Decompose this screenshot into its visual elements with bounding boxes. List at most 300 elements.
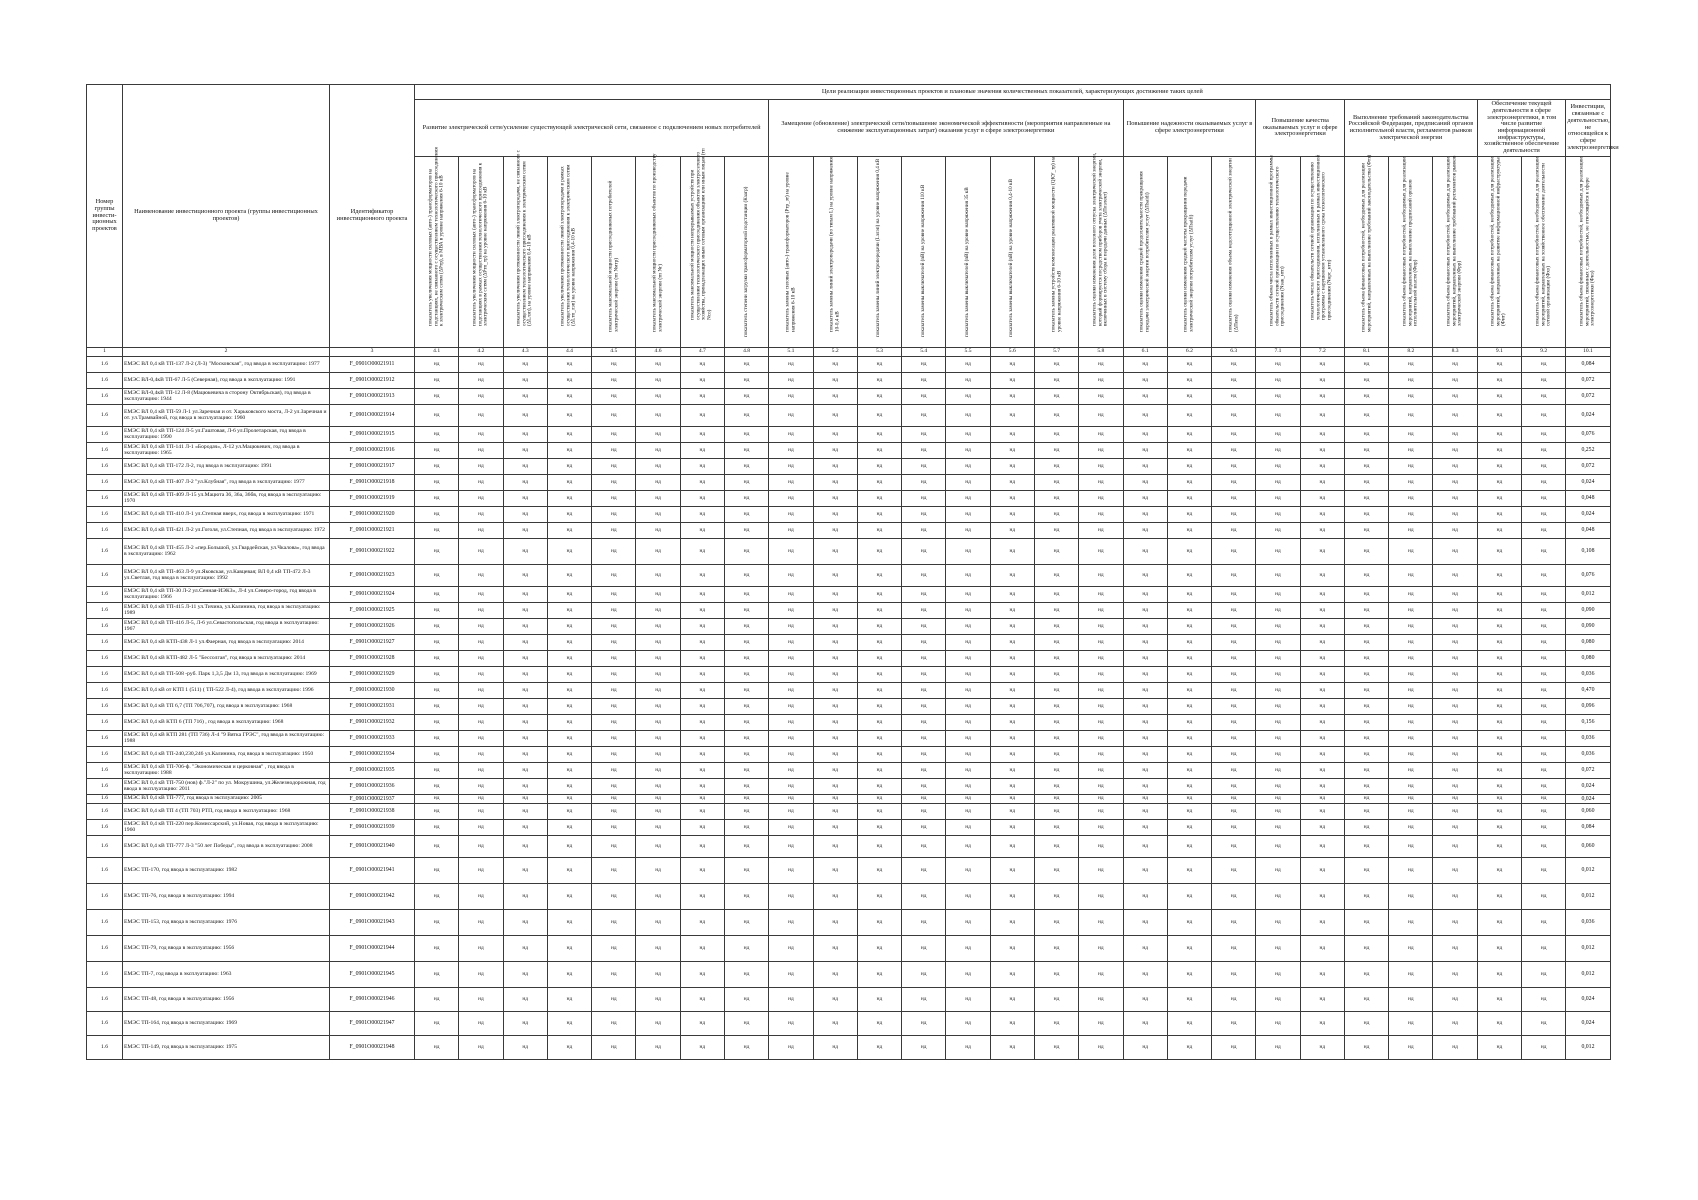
indicator-na-cell: нд — [1034, 475, 1078, 491]
indicator-na-cell: нд — [1212, 962, 1256, 988]
indicator-na-cell: нд — [1212, 539, 1256, 565]
indicator-na-cell: нд — [636, 1036, 680, 1060]
indicator-na-cell: нд — [1256, 475, 1300, 491]
header-indicator-text: показатель степени загрузки трансформаторной подстанции (Кзагр) — [742, 186, 749, 338]
indicator-na-cell: нд — [592, 795, 636, 804]
project-id-cell: F_0901О00021916 — [330, 443, 415, 459]
indicator-na-cell: нд — [1256, 443, 1300, 459]
indicator-value-cell: 0,024 — [1566, 405, 1610, 427]
project-id-cell: F_0901О00021931 — [330, 699, 415, 715]
indicator-na-cell: нд — [1079, 804, 1123, 820]
indicator-na-cell: нд — [503, 962, 547, 988]
indicator-na-cell: нд — [1344, 962, 1388, 988]
indicator-na-cell: нд — [1212, 389, 1256, 405]
indicator-na-cell: нд — [1300, 1012, 1344, 1036]
indicator-na-cell: нд — [680, 635, 724, 651]
indicator-na-cell: нд — [1167, 405, 1211, 427]
header-indicator-text: показатель максимальной мощности присоединяемых объектов по производству электрической энергии (тп Nг) — [651, 153, 664, 332]
indicator-na-cell: нд — [1522, 763, 1566, 779]
indicator-na-cell: нд — [946, 747, 990, 763]
indicator-na-cell: нд — [1123, 427, 1167, 443]
indicator-na-cell: нд — [415, 988, 459, 1012]
indicator-na-cell: нд — [990, 699, 1034, 715]
indicator-na-cell: нд — [813, 667, 857, 683]
indicator-value-cell: 0,048 — [1566, 491, 1610, 507]
project-id-cell: F_0901О00021944 — [330, 936, 415, 962]
indicator-na-cell: нд — [547, 779, 591, 795]
indicator-na-cell: нд — [1300, 635, 1344, 651]
indicator-na-cell: нд — [1167, 910, 1211, 936]
indicator-na-cell: нд — [946, 988, 990, 1012]
indicator-na-cell: нд — [813, 683, 857, 699]
indicator-na-cell: нд — [813, 858, 857, 884]
indicator-na-cell: нд — [1256, 1012, 1300, 1036]
group-number-cell: 1.6 — [87, 962, 123, 988]
header-indicator — [1256, 157, 1300, 348]
indicator-na-cell: нд — [813, 1036, 857, 1060]
indicator-na-cell: нд — [1477, 804, 1521, 820]
indicator-na-cell: нд — [857, 389, 901, 405]
header-indicator — [813, 157, 857, 348]
indicator-na-cell: нд — [592, 475, 636, 491]
indicator-na-cell: нд — [1212, 603, 1256, 619]
indicator-na-cell: нд — [857, 1036, 901, 1060]
indicator-na-cell: нд — [813, 405, 857, 427]
group-number-cell: 1.6 — [87, 820, 123, 836]
header-indicator-text: показатель максимальной мощности непрерываемых устройств при осуществлении технологического присоединения объектов электросетевого хозяйства, принадлежащих иным сетевым организациям или иным лицам (тп Nсо) — [689, 148, 714, 321]
indicator-na-cell: нд — [1522, 523, 1566, 539]
indicator-na-cell: нд — [1300, 475, 1344, 491]
indicator-na-cell: нд — [547, 357, 591, 373]
indicator-na-cell: нд — [503, 491, 547, 507]
indicator-na-cell: нд — [1389, 427, 1433, 443]
indicator-na-cell: нд — [990, 836, 1034, 858]
indicator-na-cell: нд — [1300, 779, 1344, 795]
indicator-na-cell: нд — [946, 836, 990, 858]
column-number: 8.1 — [1344, 348, 1388, 357]
indicator-na-cell: нд — [902, 635, 946, 651]
table-row — [87, 699, 1611, 715]
indicator-na-cell: нд — [724, 731, 768, 747]
indicator-na-cell: нд — [946, 667, 990, 683]
indicator-na-cell: нд — [503, 715, 547, 731]
indicator-na-cell: нд — [459, 884, 503, 910]
indicator-na-cell: нд — [1167, 587, 1211, 603]
indicator-na-cell: нд — [592, 988, 636, 1012]
indicator-na-cell: нд — [769, 491, 813, 507]
indicator-na-cell: нд — [857, 443, 901, 459]
indicator-na-cell: нд — [946, 373, 990, 389]
indicator-na-cell: нд — [1123, 619, 1167, 635]
indicator-na-cell: нд — [1433, 357, 1477, 373]
indicator-na-cell: нд — [946, 884, 990, 910]
indicator-na-cell: нд — [1034, 715, 1078, 731]
project-name-cell: ЕМЭС ВЛ 0,4 кВ ТП-141 Л-1 «Бородач», Л-12 ул.Мацюкевич, год ввода в эксплуатацию: 1965 — [123, 443, 330, 459]
column-number: 5.1 — [769, 348, 813, 357]
indicator-na-cell: нд — [857, 539, 901, 565]
indicator-na-cell: нд — [592, 539, 636, 565]
project-name-cell: ЕМЭС ВЛ 0,4 кВ ТП-706-ф. "Экономическая и церковная" , год ввода в эксплуатацию: 1988 — [123, 763, 330, 779]
indicator-na-cell: нд — [459, 731, 503, 747]
indicator-na-cell: нд — [857, 988, 901, 1012]
indicator-na-cell: нд — [1256, 683, 1300, 699]
indicator-na-cell: нд — [1477, 884, 1521, 910]
indicator-na-cell: нд — [503, 373, 547, 389]
indicator-na-cell: нд — [902, 357, 946, 373]
indicator-na-cell: нд — [1123, 357, 1167, 373]
indicator-na-cell: нд — [990, 475, 1034, 491]
indicator-na-cell: нд — [769, 747, 813, 763]
indicator-na-cell: нд — [1344, 763, 1388, 779]
indicator-na-cell: нд — [1167, 491, 1211, 507]
indicator-na-cell: нд — [1433, 962, 1477, 988]
header-goal-group: Инвестиции, связанные с деятельностью, не относящейся к сфере электроэнергетики — [1566, 100, 1610, 157]
indicator-value-cell: 0,036 — [1566, 747, 1610, 763]
indicator-na-cell: нд — [946, 491, 990, 507]
indicator-na-cell: нд — [857, 603, 901, 619]
indicator-na-cell: нд — [902, 795, 946, 804]
indicator-na-cell: нд — [1433, 667, 1477, 683]
indicator-na-cell: нд — [1034, 884, 1078, 910]
indicator-na-cell: нд — [680, 699, 724, 715]
indicator-na-cell: нд — [503, 1012, 547, 1036]
project-id-cell: F_0901О00021913 — [330, 389, 415, 405]
indicator-na-cell: нд — [1079, 962, 1123, 988]
indicator-na-cell: нд — [813, 443, 857, 459]
indicator-na-cell: нд — [902, 763, 946, 779]
indicator-na-cell: нд — [547, 820, 591, 836]
indicator-na-cell: нд — [769, 820, 813, 836]
indicator-na-cell: нд — [1123, 804, 1167, 820]
column-number: 9.1 — [1477, 348, 1521, 357]
indicator-na-cell: нд — [1477, 427, 1521, 443]
header-group-number: Номер группы инвести-ционных проектов — [87, 85, 123, 348]
indicator-na-cell: нд — [1522, 836, 1566, 858]
indicator-na-cell: нд — [503, 779, 547, 795]
project-name-cell: ЕМЭС ТП-149, год ввода в эксплуатацию: 1975 — [123, 1036, 330, 1060]
indicator-na-cell: нд — [813, 779, 857, 795]
indicator-na-cell: нд — [459, 667, 503, 683]
indicator-na-cell: нд — [724, 459, 768, 475]
header-indicator — [990, 157, 1034, 348]
indicator-na-cell: нд — [1123, 603, 1167, 619]
header-indicator-text: показатель увеличения протяженности линий электропередачи, не связанного с осуществлением технологического присоединения к электрическим сетям (ΔLлэп), на уровне напряжения 0,4-10 кВ — [515, 149, 534, 326]
indicator-na-cell: нд — [946, 523, 990, 539]
indicator-na-cell: нд — [946, 936, 990, 962]
column-number: 1 — [87, 348, 123, 357]
indicator-value-cell: 0,036 — [1566, 910, 1610, 936]
indicator-na-cell: нд — [857, 565, 901, 587]
indicator-na-cell: нд — [724, 988, 768, 1012]
indicator-na-cell: нд — [1433, 619, 1477, 635]
indicator-na-cell: нд — [990, 539, 1034, 565]
project-name-cell: ЕМЭС ВЛ 0,4 кВ ТП-508 -руб. Парк 1,3,5 Дм 13, год ввода в эксплуатацию: 1969 — [123, 667, 330, 683]
indicator-na-cell: нд — [503, 587, 547, 603]
indicator-na-cell: нд — [1344, 565, 1388, 587]
column-number: 4.7 — [680, 348, 724, 357]
header-indicator-text: показатель замены силовых (авто-) трансформаторов (Pтр_зт) на уровне напряжения 6-10 кВ — [784, 171, 796, 332]
indicator-na-cell: нд — [592, 731, 636, 747]
indicator-na-cell: нд — [769, 836, 813, 858]
indicator-value-cell: 0,024 — [1566, 795, 1610, 804]
indicator-na-cell: нд — [946, 475, 990, 491]
project-id-cell: F_0901О00021930 — [330, 683, 415, 699]
header-goal-group: Замещение (обновление) электрической сети/повышение экономической эффективности (мероприятия направленные на снижение эксплуатационных затрат) оказания услуг в сфере электроэнергетики — [769, 100, 1123, 157]
indicator-na-cell: нд — [1477, 763, 1521, 779]
indicator-na-cell: нд — [813, 910, 857, 936]
indicator-na-cell: нд — [503, 747, 547, 763]
indicator-na-cell: нд — [769, 988, 813, 1012]
header-indicator-text: показатель объема числа исполненных в рамках инвестиционной программы обязательств сетевой организации по осуществлению технологического присоединения (Nзак_нтп) — [1268, 155, 1286, 326]
indicator-na-cell: нд — [1167, 1036, 1211, 1060]
indicator-na-cell: нд — [1433, 539, 1477, 565]
indicator-na-cell: нд — [813, 427, 857, 443]
indicator-na-cell: нд — [1522, 1036, 1566, 1060]
indicator-na-cell: нд — [857, 651, 901, 667]
column-number: 4.3 — [503, 348, 547, 357]
indicator-na-cell: нд — [592, 565, 636, 587]
indicator-na-cell: нд — [769, 635, 813, 651]
indicator-na-cell: нд — [902, 619, 946, 635]
column-number: 7.1 — [1256, 348, 1300, 357]
indicator-na-cell: нд — [592, 747, 636, 763]
indicator-na-cell: нд — [1256, 507, 1300, 523]
indicator-na-cell: нд — [1433, 858, 1477, 884]
indicator-na-cell: нд — [724, 1012, 768, 1036]
indicator-na-cell: нд — [503, 539, 547, 565]
indicator-na-cell: нд — [1522, 587, 1566, 603]
group-number-cell: 1.6 — [87, 910, 123, 936]
indicator-na-cell: нд — [1344, 884, 1388, 910]
indicator-na-cell: нд — [680, 405, 724, 427]
indicator-na-cell: нд — [724, 635, 768, 651]
indicator-na-cell: нд — [503, 389, 547, 405]
indicator-na-cell: нд — [1433, 779, 1477, 795]
indicator-na-cell: нд — [813, 731, 857, 747]
indicator-na-cell: нд — [1522, 1012, 1566, 1036]
indicator-na-cell: нд — [503, 619, 547, 635]
table-row — [87, 539, 1611, 565]
indicator-na-cell: нд — [1344, 936, 1388, 962]
indicator-na-cell: нд — [1300, 427, 1344, 443]
indicator-na-cell: нд — [1256, 763, 1300, 779]
indicator-na-cell: нд — [1389, 619, 1433, 635]
indicator-na-cell: нд — [813, 651, 857, 667]
indicator-na-cell: нд — [1344, 858, 1388, 884]
indicator-na-cell: нд — [1477, 389, 1521, 405]
indicator-na-cell: нд — [680, 357, 724, 373]
table-row — [87, 651, 1611, 667]
indicator-na-cell: нд — [769, 565, 813, 587]
indicator-na-cell: нд — [946, 795, 990, 804]
indicator-na-cell: нд — [1433, 475, 1477, 491]
indicator-na-cell: нд — [503, 405, 547, 427]
indicator-value-cell: 0,012 — [1566, 962, 1610, 988]
project-name-cell: ЕМЭС ВЛ 0,4 кВ КТП-482 Л-5 "Бессолгая", год ввода в эксплуатацию: 2014 — [123, 651, 330, 667]
indicator-na-cell: нд — [902, 373, 946, 389]
indicator-na-cell: нд — [1300, 565, 1344, 587]
project-id-cell: F_0901О00021946 — [330, 988, 415, 1012]
indicator-na-cell: нд — [547, 507, 591, 523]
indicator-na-cell: нд — [1123, 731, 1167, 747]
project-id-cell: F_0901О00021937 — [330, 795, 415, 804]
indicator-na-cell: нд — [902, 699, 946, 715]
indicator-na-cell: нд — [1433, 389, 1477, 405]
indicator-value-cell: 0,080 — [1566, 635, 1610, 651]
indicator-na-cell: нд — [415, 699, 459, 715]
indicator-na-cell: нд — [547, 603, 591, 619]
indicator-value-cell: 0,012 — [1566, 587, 1610, 603]
indicator-na-cell: нд — [680, 507, 724, 523]
indicator-na-cell: нд — [1344, 405, 1388, 427]
indicator-na-cell: нд — [680, 884, 724, 910]
indicator-na-cell: нд — [1477, 443, 1521, 459]
indicator-na-cell: нд — [1389, 389, 1433, 405]
indicator-value-cell: 0,252 — [1566, 443, 1610, 459]
indicator-na-cell: нд — [1433, 699, 1477, 715]
indicator-na-cell: нд — [680, 836, 724, 858]
indicator-na-cell: нд — [724, 357, 768, 373]
indicator-na-cell: нд — [1522, 507, 1566, 523]
group-number-cell: 1.6 — [87, 651, 123, 667]
indicator-na-cell: нд — [946, 603, 990, 619]
indicator-na-cell: нд — [1034, 988, 1078, 1012]
project-name-cell: ЕМЭС ТП-170, год ввода в эксплуатацию: 1982 — [123, 858, 330, 884]
indicator-na-cell: нд — [547, 373, 591, 389]
indicator-value-cell: 0,012 — [1566, 884, 1610, 910]
indicator-na-cell: нд — [1344, 804, 1388, 820]
indicator-na-cell: нд — [769, 962, 813, 988]
indicator-na-cell: нд — [902, 405, 946, 427]
project-id-cell: F_0901О00021943 — [330, 910, 415, 936]
table-row — [87, 1036, 1611, 1060]
indicator-na-cell: нд — [946, 1012, 990, 1036]
indicator-na-cell: нд — [1167, 884, 1211, 910]
indicator-na-cell: нд — [1522, 667, 1566, 683]
indicator-na-cell: нд — [459, 1012, 503, 1036]
project-id-cell: F_0901О00021938 — [330, 804, 415, 820]
indicator-na-cell: нд — [1522, 699, 1566, 715]
indicator-na-cell: нд — [724, 795, 768, 804]
indicator-na-cell: нд — [1389, 539, 1433, 565]
indicator-na-cell: нд — [946, 820, 990, 836]
indicator-na-cell: нд — [415, 357, 459, 373]
indicator-na-cell: нд — [902, 443, 946, 459]
indicator-na-cell: нд — [1300, 373, 1344, 389]
indicator-na-cell: нд — [680, 747, 724, 763]
indicator-na-cell: нд — [680, 731, 724, 747]
indicator-na-cell: нд — [1389, 820, 1433, 836]
indicator-na-cell: нд — [503, 884, 547, 910]
indicator-na-cell: нд — [1212, 936, 1256, 962]
indicator-na-cell: нд — [1034, 779, 1078, 795]
indicator-na-cell: нд — [1034, 962, 1078, 988]
indicator-na-cell: нд — [769, 507, 813, 523]
indicator-na-cell: нд — [1256, 603, 1300, 619]
indicator-na-cell: нд — [1522, 962, 1566, 988]
indicator-na-cell: нд — [415, 779, 459, 795]
project-id-cell: F_0901О00021926 — [330, 619, 415, 635]
project-name-cell: ЕМЭС ВЛ 0,4 кВ ТП-777 Л-3 "50 лет Победы", год ввода в эксплуатацию: 2008 — [123, 836, 330, 858]
indicator-na-cell: нд — [1212, 427, 1256, 443]
indicator-na-cell: нд — [1300, 836, 1344, 858]
group-number-cell: 1.6 — [87, 936, 123, 962]
indicator-na-cell: нд — [636, 763, 680, 779]
indicator-na-cell: нд — [1300, 884, 1344, 910]
indicator-na-cell: нд — [1123, 836, 1167, 858]
header-indicator — [902, 157, 946, 348]
header-indicator-text: показатель оценки изменения объема недоотпущенной электрической энергии (ΔПens) — [1226, 157, 1239, 332]
indicator-na-cell: нд — [547, 962, 591, 988]
table-row — [87, 635, 1611, 651]
indicator-na-cell: нд — [1212, 988, 1256, 1012]
header-indicator-text: показатель увеличения протяженности линий электропередачи в рамках осуществления технологического присоединения к электрическим сетям (ΔLтп_лэп) на уровне напряжения 0,4-10 кВ — [559, 164, 578, 326]
indicator-na-cell: нд — [1212, 1012, 1256, 1036]
indicator-na-cell: нд — [1433, 804, 1477, 820]
header-indicator-text: показатель увеличения мощности силовых (авто-) трансформаторов на подстанциях, не связанного с осуществлением технологического присоединения к электрическим сетям (ΔPтр), в МВА в уровне напряжения 6-10 кВ — [427, 147, 445, 326]
indicator-value-cell: 0,072 — [1566, 763, 1610, 779]
indicator-value-cell: 0,024 — [1566, 1012, 1610, 1036]
indicator-na-cell: нд — [1256, 587, 1300, 603]
header-indicator — [1566, 157, 1610, 348]
indicator-na-cell: нд — [724, 804, 768, 820]
indicator-na-cell: нд — [1522, 683, 1566, 699]
indicator-na-cell: нд — [857, 357, 901, 373]
indicator-na-cell: нд — [503, 603, 547, 619]
indicator-na-cell: нд — [636, 459, 680, 475]
indicator-na-cell: нд — [1477, 459, 1521, 475]
table-row — [87, 507, 1611, 523]
indicator-na-cell: нд — [1256, 1036, 1300, 1060]
indicator-na-cell: нд — [946, 683, 990, 699]
indicator-na-cell: нд — [1433, 405, 1477, 427]
indicator-na-cell: нд — [1300, 858, 1344, 884]
indicator-na-cell: нд — [902, 884, 946, 910]
indicator-na-cell: нд — [592, 910, 636, 936]
indicator-na-cell: нд — [1344, 635, 1388, 651]
indicator-na-cell: нд — [459, 635, 503, 651]
indicator-na-cell: нд — [857, 731, 901, 747]
indicator-na-cell: нд — [1389, 884, 1433, 910]
indicator-na-cell: нд — [1123, 988, 1167, 1012]
indicator-na-cell: нд — [1477, 539, 1521, 565]
indicator-na-cell: нд — [1477, 405, 1521, 427]
project-id-cell: F_0901О00021945 — [330, 962, 415, 988]
indicator-na-cell: нд — [503, 507, 547, 523]
indicator-na-cell: нд — [547, 443, 591, 459]
indicator-na-cell: нд — [1389, 836, 1433, 858]
group-number-cell: 1.6 — [87, 619, 123, 635]
indicator-na-cell: нд — [946, 389, 990, 405]
indicator-na-cell: нд — [680, 443, 724, 459]
indicator-na-cell: нд — [1433, 507, 1477, 523]
indicator-na-cell: нд — [1034, 357, 1078, 373]
indicator-na-cell: нд — [1167, 820, 1211, 836]
indicator-na-cell: нд — [902, 565, 946, 587]
group-number-cell: 1.6 — [87, 635, 123, 651]
indicator-na-cell: нд — [459, 523, 503, 539]
indicator-na-cell: нд — [1167, 1012, 1211, 1036]
table-row — [87, 373, 1611, 389]
column-number: 4.4 — [547, 348, 591, 357]
header-indicator-text: показатель замены линий электропередачи (Lзлэп) на уровне напряжения 0,4 кВ — [875, 159, 882, 338]
indicator-na-cell: нд — [813, 804, 857, 820]
indicator-na-cell: нд — [636, 667, 680, 683]
project-id-cell: F_0901О00021921 — [330, 523, 415, 539]
indicator-na-cell: нд — [1344, 539, 1388, 565]
indicator-na-cell: нд — [1167, 475, 1211, 491]
indicator-na-cell: нд — [1389, 962, 1433, 988]
